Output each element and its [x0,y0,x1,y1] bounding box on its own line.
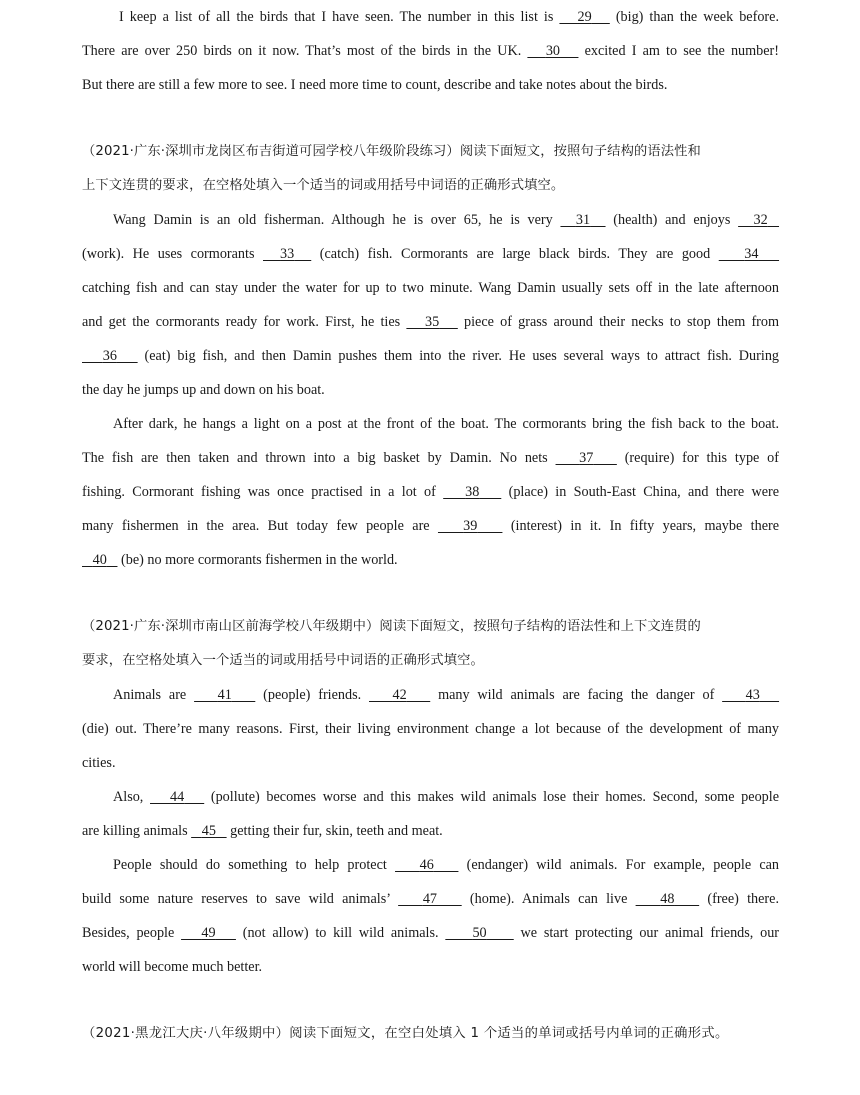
text-run: the day he jumps up and down on his boat. [82,382,325,398]
text-run: excited I am to see the number! [578,43,780,59]
text-run: getting their fur, skin, teeth and meat. [226,823,443,839]
answer-blank-43[interactable]: 43 [745,687,760,703]
answer-blank-45[interactable]: 45 [201,823,216,839]
text-run: Animals are [113,687,195,703]
text-run: (big) than the week before. [609,9,779,25]
answer-blank-49[interactable]: 49 [201,925,216,941]
passage-line [82,543,779,577]
answer-blank-46[interactable]: 46 [419,857,434,873]
answer-blank-50[interactable]: 50 [472,925,487,941]
text-run: People should do something to help protect [113,857,396,873]
text-run: There are over 250 birds on it now. That’s most of the birds in the UK. [82,43,528,59]
answer-blank-29[interactable]: 29 [577,9,592,25]
document-page [82,0,779,1051]
section-header: 要求，在空格处填入一个适当的词或用括号中词语的正确形式填空。 [82,653,484,668]
passage-line [82,271,779,305]
passage-line [82,712,779,746]
text-run: are killing animals [82,823,192,839]
answer-blank-40[interactable]: 40 [92,552,107,568]
passage-birds [82,0,779,102]
section-cormorant-fishing [82,135,779,577]
answer-blank-32[interactable]: 32 [753,212,768,228]
answer-blank-34[interactable]: 34 [744,246,759,262]
answer-blank-31[interactable]: 31 [575,212,591,228]
text-run: and get the cormorants ready for work. First, he ties [82,314,407,330]
answer-blank-38[interactable]: 38 [465,484,480,500]
text-run: (place) in South-East China, and there were [501,484,780,500]
section-wild-animals [82,610,779,984]
text-run: I keep a list of all the birds that I have seen. The number in this list is [119,9,560,25]
passage-line [82,814,779,848]
text-run: (eat) big fish, and then Damin pushes them into the river. He uses several ways to attract fish. During [137,348,780,364]
text-run: (work). He uses cormorants [82,246,263,262]
section-header: （2021·广东·深圳市龙岗区布吉街道可园学校八年级阶段练习）阅读下面短文，按照句子结构的语法性和 [82,144,701,159]
text-run: But there are still a few more to see. I need more time to count, describe and take notes about the birds. [82,77,668,93]
text-run: cities. [82,755,116,771]
passage-line [82,339,779,373]
answer-blank-44[interactable]: 44 [170,789,185,805]
text-run: (pollute) becomes worse and this makes wild animals lose their homes. Second, some people [204,789,779,805]
passage-line [82,305,779,339]
answer-blank-35[interactable]: 35 [425,314,440,330]
passage-line [82,848,779,882]
text-run: fishing. Cormorant fishing was once practised in a lot of [82,484,444,500]
answer-blank-30[interactable]: 30 [545,43,561,59]
passage-line [82,678,779,712]
text-run: (endanger) wild animals. For example, people can [458,857,780,873]
answer-blank-37[interactable]: 37 [579,450,594,466]
answer-blank-48[interactable]: 48 [660,891,675,907]
passage-line [82,882,779,916]
answer-blank-33[interactable]: 33 [280,246,295,262]
text-run: (catch) fish. Cormorants are large black birds. They are good [311,246,719,262]
passage-line [82,0,779,34]
text-run: build some nature reserves to save wild animals’ [82,891,399,907]
passage-line [82,475,779,509]
passage-line [82,237,779,271]
passage-line [82,407,779,441]
passage-line [82,203,779,237]
text-run: world will become much better. [82,959,263,975]
answer-blank-39[interactable]: 39 [463,518,478,534]
text-run: (be) no more cormorants fishermen in the world. [117,552,398,568]
passage-line [82,916,779,950]
answer-blank-41[interactable]: 41 [217,687,232,703]
section-header: （2021·广东·深圳市南山区前海学校八年级期中）阅读下面短文，按照句子结构的语法性和上下文连贯的 [82,619,701,634]
passage-line [82,441,779,475]
text-run: (not allow) to kill wild animals. [235,925,446,941]
text-run: catching fish and can stay under the water for up to two minute. Wang Damin usually sets off in the late afternoon [82,280,779,296]
passage-line [82,780,779,814]
answer-blank-42[interactable]: 42 [392,687,407,703]
text-run: (home). Animals can live [461,891,636,907]
text-run: (interest) in it. In fifty years, maybe there [502,518,780,534]
section-header: （2021·黑龙江大庆·八年级期中）阅读下面短文，在空白处填入 1 个适当的单词或括号内单词的正确形式。 [82,1026,729,1041]
text-run: Also, [113,789,151,805]
text-run: (require) for this type of [616,450,780,466]
text-run: Wang Damin is an old fisherman. Although he is over 65, he is very [113,212,561,228]
answer-blank-47[interactable]: 47 [422,891,437,907]
text-run: many fishermen in the area. But today few people are [82,518,438,534]
passage-line [82,68,779,102]
passage-line [82,373,779,407]
text-run: After dark, he hangs a light on a post at the front of the boat. The cormorants bring the fish back to the boat. [113,416,779,432]
text-run: (health) and enjoys [605,212,739,228]
passage-line [82,509,779,543]
text-run: The fish are then taken and thrown into a big basket by Damin. No nets [82,450,556,466]
text-run: many wild animals are facing the danger of [430,687,723,703]
text-run: we start protecting our animal friends, our [513,925,780,941]
section-next-exercise [82,1017,779,1051]
passage-line [82,34,779,68]
section-header: 上下文连贯的要求，在空格处填入一个适当的词或用括号中词语的正确形式填空。 [82,178,565,193]
text-run: Besides, people [82,925,182,941]
answer-blank-36[interactable]: 36 [102,348,117,364]
text-run: (die) out. There’re many reasons. First, their living environment change a lot because of the development of many [82,721,779,737]
text-run: (free) there. [699,891,780,907]
text-run: (people) friends. [255,687,370,703]
passage-line [82,746,779,780]
passage-line [82,950,779,984]
text-run: piece of grass around their necks to stop them from [457,314,780,330]
